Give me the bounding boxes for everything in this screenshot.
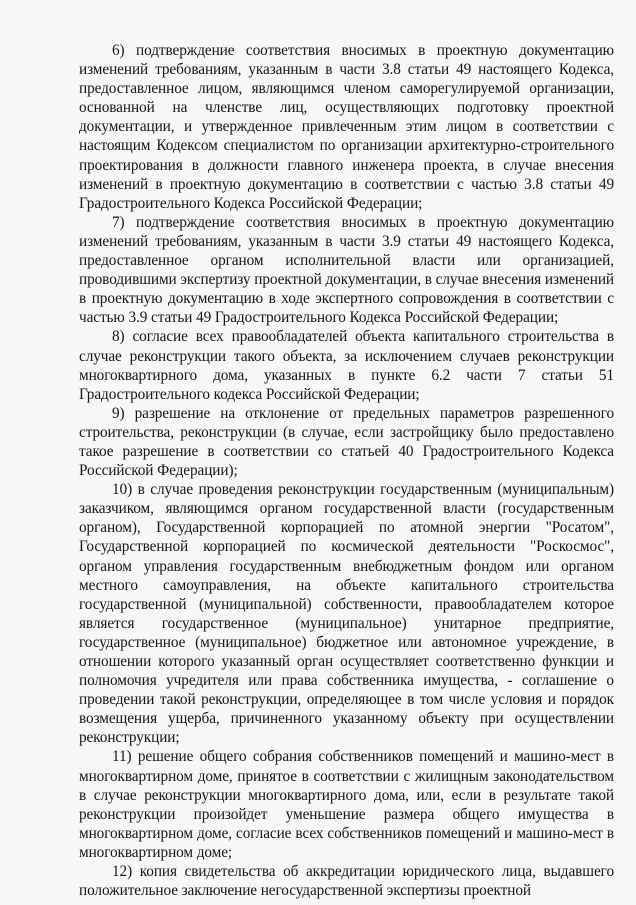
paragraph-item-9: 9) разрешение на отклонение от предельных параметров разрешенного строительства, реконструкции (в случае, если застройщику было предоставлено такое разрешение в соответствии со статьей 40 Градостроительного Кодекса Российской Федерации); (79, 404, 614, 480)
paragraph-item-6: 6) подтверждение соответствия вносимых в проектную документацию изменений требованиям, указанным в части 3.8 статьи 49 настоящего Кодекса, предоставленное лицом, являющимся членом саморегулируемой организации, основанной на членстве лиц, осуществляющих подготовку проектной документации, и утвержденное привлеченным этим лицом в соответствии с настоящим Кодексом специалистом по организации архитектурно-строительного проектирования в должности главного инженера проекта, в случае внесения изменений в проектную документацию в соответствии с частью 3.8 статьи 49 Градостроительного Кодекса Российской Федерации; (79, 42, 614, 212)
paragraph-item-11: 11) решение общего собрания собственников помещений и машино-мест в многоквартирном доме, принятое в соответствии с жилищным законодательством в случае реконструкции многоквартирного дома, или, если в результате такой реконструкции произойдет уменьшение размера общего имущества в многоквартирном доме, согласие всех собственников помещений и машино-мест в многоквартирном доме; (79, 748, 614, 861)
paragraph-item-12: 12) копия свидетельства об аккредитации юридического лица, выдавшего положительное заключение негосударственной экспертизы проектной (79, 863, 614, 900)
paragraph-item-8: 8) согласие всех правообладателей объекта капитального строительства в случае реконструкции такого объекта, за исключением случаев реконструкции многоквартирного дома, указанных в пункте 6.2 части 7 статьи 51 Градостроительного кодекса Российской Федерации; (79, 328, 614, 403)
paragraph-item-10: 10) в случае проведения реконструкции государственным (муниципальным) заказчиком, являющимся органом государственной власти (государственным органом), Государственной корпорацией по атомной энергии "Росатом", Государственной корпорацией по космической деятельности "Роскосмос", органом управления государственным внебюджетным фондом или органом местного самоуправления, на объекте капитального строительства государственной (муниципальной) собственности, правообладателем которое является государственное (муниципальное) унитарное предприятие, государственное (муниципальное) бюджетное или автономное учреждение, в отношении которого указанный орган осуществляет соответственно функции и полномочия учредителя или права собственника имущества, - соглашение о проведении такой реконструкции, определяющее в том числе условия и порядок возмещения ущерба, причиненного указанному объекту при осуществлении реконструкции; (79, 481, 614, 747)
paragraph-item-7: 7) подтверждение соответствия вносимых в проектную документацию изменений требованиям, указанным в части 3.9 статьи 49 настоящего Кодекса, предоставленное органом исполнительной власти или организацией, проводившими экспертизу проектной документации, в случае внесения изменений в проектную документацию в ходе экспертного сопровождения в соответствии с частью 3.9 статьи 49 Градостроительного Кодекса Российской Федерации; (79, 213, 614, 327)
